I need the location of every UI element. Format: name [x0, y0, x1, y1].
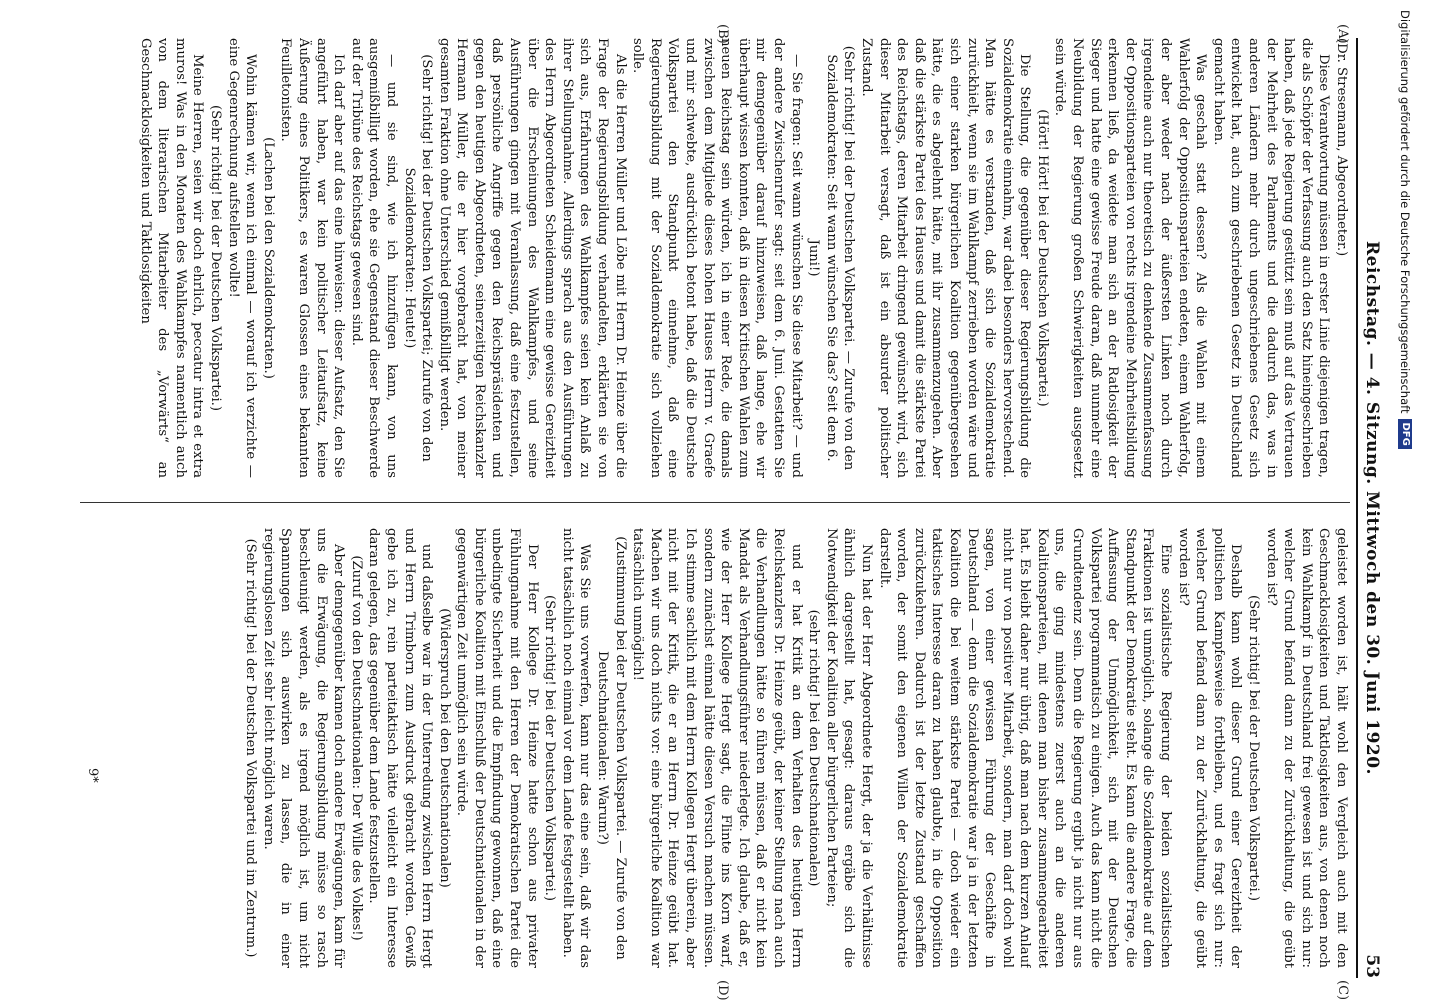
margin-letter-d: (D) — [715, 980, 730, 1001]
paragraph: (Sehr richtig! bei der Deutschen Volkspartei und im Zentrum.) — [243, 538, 259, 958]
paragraph: (Zustimmung bei der Deutschen Volkspartei. — Zurufe von den Deutschnationalen: Warum?) — [595, 536, 628, 960]
paragraph: (Lachen bei den Sozialdemokraten.) — [260, 137, 276, 379]
paragraph: Was Sie uns vorwerfen, kann nur das eine sein, daß wir das nicht tatsächlich noch einmal vor dem Lande festgestellt haben. — [559, 528, 593, 968]
paragraph: Nun hat der Herr Abgeordnete Hergt, der ja die Verhältnisse ähnlich dargestellt hat, gesagt: daraus ergäbe sich die Notwendigkeit der Koalition aller bürgerlichen Parteien; — [823, 528, 874, 968]
left-text-column — [80, 38, 1350, 478]
margin-letter-c: (C) — [1335, 980, 1350, 1001]
right-text-column — [80, 528, 1350, 968]
paragraph: (Zuruf von den Deutschnationalen: Der Wille des Volkes!) — [348, 555, 364, 941]
page-number: 53 — [1362, 954, 1382, 978]
document-page — [70, 24, 1390, 1001]
paragraph: Diese Verantwortung müssen in erster Linie diejenigen tragen, die als Schöpfer der Verfassung auch den Satz hineingeschrieben haben, daß jede Regierung gestützt sein muß auf das Vertrauen der Mehrheit des Parlaments und die dadurch das, was in anderen Ländern mehr durch ungeschriebenes Gesetz sich entwickelt hat, auch zum geschriebenen Gesetz in Deutschland gemacht haben. — [1210, 38, 1332, 478]
paragraph: — und sie sind, wie ich hinzufügen kann, von uns ausgemißbilligt worden, ehe sie Gegenstand dieser Beschwerde auf der Tribüne des Reichstags gewesen sind. — [348, 38, 399, 478]
paragraph: Der Herr Kollege Dr. Heinze hatte schon aus privater Fühlungnahme mit den Herren der Demokratischen Partei die unbedingte Sicherheit und die Empfindung gewonnen, daß eine bürgerliche Koalition mit Einschluß der Deutschnationalen in der gegenwärtigen Zeit unmöglich sein würde. — [454, 528, 540, 968]
paragraph: (Sehr richtig! bei der Deutschen Volkspartei.) — [1246, 594, 1262, 902]
paragraph: — Sie fragen: Seit wann wünschen Sie diese Mitarbeit? — und der andere Zwischenrufer sagt: seit dem 6. Juni. Gestatten Sie mir demgegenüber darauf hinzuweisen, daß lange, ehe wir überhaupt wissen konnten, daß in diesen Kritischen Wahlen zum neuen Reichstag sein würden, ich in einer Rede, die damals zwischen dem Mitgliede dieses hohen Hauses Herrn v. Graefe und mir schwebte, ausdrücklich betont habe, daß die Deutsche Volkspartei den Standpunkt einnehme, daß eine Regierungsbildung mit der Sozialdemokratie sich vollziehen solle. — [630, 38, 804, 478]
paragraph: (Widerspruch bei den Deutschnationalen) — [436, 608, 452, 888]
paragraph: (sehr richtig! bei den Deutschnationalen) — [806, 609, 822, 887]
paragraph: (Hört! Hört! bei der Deutschen Volkspartei.) — [1034, 109, 1050, 407]
paragraph: Die Stellung, die gegenüber dieser Regierungsbildung die Sozialdemokratie einnahm, war dabei besonders hervorstechend. Man hätte es verstanden, daß sich die Sozialdemokratie zurückhielt, wenn sie im Wahlkampf zerrieben worden wäre und sich einer starken bürgerlichen Koalition gegenübergesehen hätte, die es abgelehnt hätte, mit ihr zusammenzugehen. Aber daß die stärkste Partei des Hauses und damit die stärkste Partei des Reichstags, deren Mitarbeit dringend gewünscht wird, sich dieser Mitarbeit versagt, daß ist ein absurder politischer Zustand. — [858, 38, 1033, 478]
paragraph: geleistet worden ist, hält wohl den Vergleich auch mit den Geschmacklosigkeiten und Taktlosigkeiten aus, von denen noch kein Wahlkampf in Deutschland frei gewesen ist und sich nur: welcher Grund befand dann zu der Zurückhaltung, die geübt worden ist? — [1263, 528, 1349, 968]
paragraph: Deshalb kann wohl dieser Grund einer Gereiztheit der politischen Kampfesweise fortbleiben, und es fragt sich nur: welcher Grund befand dann zu der Zurückhaltung, die geübt worden ist? — [1175, 528, 1244, 968]
paragraph: (Sehr richtig! bei der Deutschen Volkspartei; Zurufe von den Sozialdemokraten: Heute!) — [401, 54, 435, 462]
paragraph: und daßselbe war in der Unterredung zwischen Herrn Hergt und Herrn Trimborn zum Ausdruck gebracht worden. Gewiß gebe ich zu, rein parteitaktisch hätte vielleicht ein Interesse daran gelegen, das gegenüber dem Lande festzustellen. — [366, 528, 435, 968]
dfg-logo: DFG — [1398, 419, 1412, 448]
paragraph: (Dr. Stresemann, Abgeordneter.) — [1334, 38, 1349, 257]
paragraph: Was geschah statt dessen? Als die Wahlen mit einem Wahlerfolg der Oppositionsparteien endeten, einem Wahlerfolg, der aber weder nach der äußersten Linken noch durch irgendeine auch nur theoretisch zu denkende Zusammenfassung der Oppositionsparteien von rechts irgendeine Mehrheitsbildung erkennen ließ, da weidete man sich an der Ratlosigkeit der Sieger und hatte eine gewisse Freude daran, daß nunmehr eine Neubildung der Regierung großen Schwierigkeiten ausgesetzt sein würde. — [1052, 38, 1209, 478]
paragraph: (Sehr richtig! bei der Deutschen Volkspartei.) — [542, 594, 558, 902]
page-header — [1356, 38, 1384, 978]
paragraph: (Sehr richtig! bei der Deutschen Volkspartei.) — [208, 104, 223, 412]
page-title: Reichstag. — 4. Sitzung. Mittwoch den 30. Juni 1920. — [1362, 241, 1382, 775]
paragraph: Ich darf aber auf das eine hinweisen: dieser Aufsatz, den Sie angeführt haben, war kein politischer Leitaufsatz, keine Äußerung eines Politikers, es waren Glossen eines bekannten Feuilletonisten. — [278, 38, 347, 478]
paragraph: (Sehr richtig! bei der Deutschen Volkspartei. — Zurufe von den Sozialdemokraten: Seit wann wünschen Sie das? Seit dem 6. Juni!) — [806, 45, 857, 471]
paragraph: Aber demgegenüber kamen doch andere Erwägungen, kam für uns die Erwägung, die Regierungsbildung müsse so rasch beschleunigt werden, als es irgend möglich ist, um nicht Spannungen sich auswirken zu lassen, die in einer regierungslosen Zeit sehr leicht möglich waren. — [260, 528, 347, 968]
paragraph: Eine sozialistische Regierung der beiden sozialistischen Fraktionen ist unmöglich, solange die Sozialdemokratie auf dem Standpunkt der Demokratie steht. Es kann die andere Frage, die Auffassung der Unmöglichkeit, sich mit der Deutschen Volkspartei programmatisch zu einigen. Auch das kann nicht die Grundtendenz sein. Denn die Regierung ergibt ja nicht nur aus uns, die ging mindestens zuerst auch an die anderen Koalitionsparteien, mit denen man bisher zusammengearbeitet hat. Es bleibt daher nur übrig, daß man nach dem kurzen Anlauf nicht nur von positiver Mitarbeit, sondern, man darf doch wohl sagen, von einer gewissen Führung der Geschäfte in Deutschland — denn die Sozialdemokratie war ja in der letzten Koalition die bei weitem stärkste Partei — doch wieder ein taktisches Interesse daran zu haben glaubte, in die Opposition zurückzukehren. Dadurch ist der letzte Zustand geschaffen worden, der somit den eigenen Willen der Sozialdemokratie darstellt. — [876, 528, 1174, 968]
column-divider — [80, 502, 1350, 503]
digitization-footer — [1396, 10, 1414, 990]
paragraph: und er hat Kritik an dem Verhalten des heutigen Herrn Reichskanzlers Dr. Heinze geübt, der keiner Stellung nach auch die Verhandlungen hätte so führen müssen, daß er nicht kein Mandat als Verhandlungsführer niederlegte. Ich glaube, daß er, wie der Herr Kollege Hergt sagt, die Flinte ins Korn warf, sondern zunächst einmal hätte diesen Versuch machen müssen. Ich stimme sachlich mit dem Herrn Kollegen Hergt überein, aber nicht mit der Kritik, die er an Herrn Dr. Heinze geübt hat. Machen wir uns doch nichts vor: eine bürgerliche Koalition war tatsächlich unmöglich! — [630, 528, 804, 968]
paragraph: Meine Herren, seien wir doch ehrlich, peccatur intra et extra muros! Was in den Monaten des Wahlkampfes namentlich auch von dem literarischen Mitarbeiter des „Vorwärts“ an Geschmacklosigkeiten und Taktlosigkeiten — [137, 38, 206, 478]
paragraph: Als die Herren Müller und Löbe mit Herrn Dr. Heinze über die Frage der Regierungsbildung verhandelten, erklärten sie von sich aus, Erfahrungen des Wahlkampfes seien kein Anlaß zu ihrer Stellungnahme. Allerdings sprach aus den Ausführungen des Herrn Abgeordneten Scheidemann eine gewisse Gereiztheit über die Erscheinungen des Wahlkampfes, und seine Ausführungen gingen mit Veranlassung, daß eine festzustellen, daß persönliche Angriffe gegen den Reichspräsidenten und gegen den heutigen Abgeordneten, seinerzeitigen Reichskanzler Hermann Müller, die er hier vorgebracht hat, von meiner gesamten Fraktion ohne Unterschied gemißbilligt werden. — [436, 38, 628, 478]
margin-letter-b: (B) — [715, 24, 730, 44]
digitization-note: Digitalisierung gefördert durch die Deutsche Forschungsgemeinschaft — [1398, 10, 1412, 414]
signature-mark: 9* — [85, 768, 100, 783]
margin-letter-a: (A) — [1335, 24, 1350, 44]
paragraph: Wohin kämen wir, wenn ich einmal — worauf ich verzichte — eine Gegenrechnung aufstellen wollte! — [225, 38, 259, 478]
